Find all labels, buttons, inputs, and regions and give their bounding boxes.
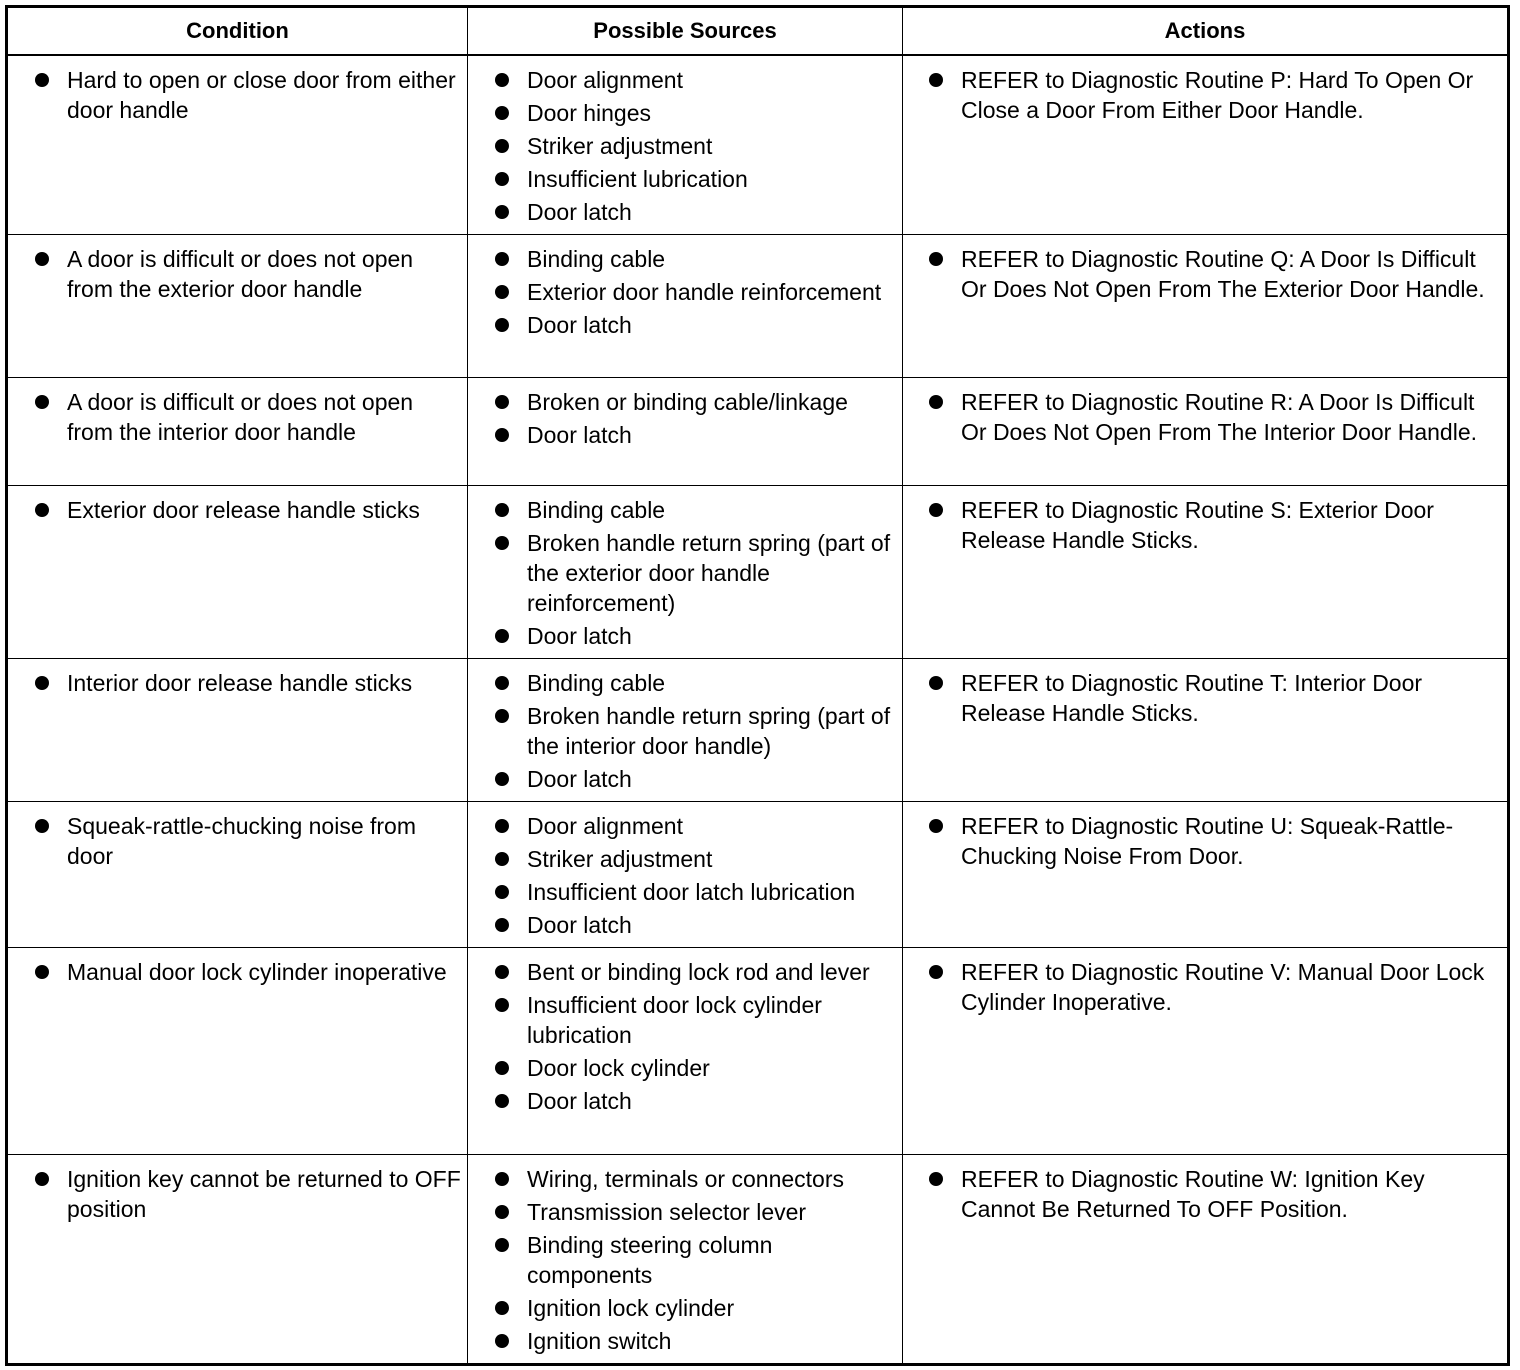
list-item bbox=[468, 387, 896, 417]
list-item-text: Insufficient lubrication bbox=[527, 166, 748, 192]
bullet-icon bbox=[495, 318, 509, 332]
table-body bbox=[7, 55, 1509, 1365]
actions-cell bbox=[903, 659, 1509, 802]
bullet-icon bbox=[35, 676, 49, 690]
bullet-icon bbox=[929, 503, 943, 517]
list-item bbox=[8, 495, 461, 525]
list-item-text: Binding cable bbox=[527, 497, 666, 523]
list-item bbox=[903, 244, 1501, 304]
list-item-text: REFER to Diagnostic Routine S: Exterior Door Release Handle Sticks. bbox=[961, 497, 1434, 553]
list-item-text: Broken handle return spring (part of the exterior door handle reinforcement) bbox=[527, 530, 891, 616]
list-item bbox=[468, 1086, 896, 1116]
bullet-icon bbox=[35, 395, 49, 409]
bullet-icon bbox=[495, 73, 509, 87]
condition-cell bbox=[7, 486, 468, 659]
list-item bbox=[468, 420, 896, 450]
list-item-text: Exterior door release handle sticks bbox=[67, 497, 420, 523]
list-item-text: REFER to Diagnostic Routine R: A Door Is Difficult Or Does Not Open From The Interior Door Handle. bbox=[961, 389, 1478, 445]
header-row bbox=[7, 7, 1509, 56]
table-row bbox=[7, 948, 1509, 1155]
condition-cell bbox=[7, 1155, 468, 1365]
condition-cell bbox=[7, 659, 468, 802]
bullet-icon bbox=[495, 1172, 509, 1186]
list-item-text: Binding cable bbox=[527, 670, 666, 696]
list-item bbox=[468, 244, 896, 274]
bullet-icon bbox=[929, 819, 943, 833]
list-item bbox=[468, 990, 896, 1050]
list-item bbox=[903, 957, 1501, 1017]
list-item-text: Door latch bbox=[527, 422, 632, 448]
list-item bbox=[468, 1326, 896, 1356]
bullet-icon bbox=[495, 285, 509, 299]
actions-cell bbox=[903, 1155, 1509, 1365]
list-item-text: REFER to Diagnostic Routine V: Manual Door Lock Cylinder Inoperative. bbox=[961, 959, 1485, 1015]
list-item-text: Door latch bbox=[527, 312, 632, 338]
table-row bbox=[7, 802, 1509, 948]
list-item-text: Door lock cylinder bbox=[527, 1055, 710, 1081]
bullet-icon bbox=[929, 252, 943, 266]
list-item bbox=[468, 528, 896, 618]
header-actions: Actions bbox=[903, 7, 1509, 56]
bullet-icon bbox=[495, 428, 509, 442]
list-item-text: Binding cable bbox=[527, 246, 666, 272]
list-item-text: Broken or binding cable/linkage bbox=[527, 389, 848, 415]
condition-cell bbox=[7, 378, 468, 486]
list-item bbox=[8, 1164, 461, 1224]
possible-sources-cell bbox=[468, 55, 903, 235]
bullet-icon bbox=[495, 885, 509, 899]
bullet-icon bbox=[495, 819, 509, 833]
list-item bbox=[903, 65, 1501, 125]
bullet-icon bbox=[35, 252, 49, 266]
list-item-text: Door alignment bbox=[527, 813, 683, 839]
list-item-text: Door hinges bbox=[527, 100, 652, 126]
bullet-icon bbox=[495, 1238, 509, 1252]
list-item bbox=[468, 131, 896, 161]
bullet-icon bbox=[495, 139, 509, 153]
bullet-icon bbox=[495, 106, 509, 120]
actions-cell bbox=[903, 802, 1509, 948]
list-item-text: Transmission selector lever bbox=[527, 1199, 807, 1225]
list-item-text: Door latch bbox=[527, 912, 632, 938]
list-item bbox=[903, 387, 1501, 447]
list-item bbox=[8, 387, 461, 447]
table-row bbox=[7, 659, 1509, 802]
bullet-icon bbox=[495, 503, 509, 517]
list-item-text: Hard to open or close door from either door handle bbox=[67, 67, 456, 123]
bullet-icon bbox=[495, 772, 509, 786]
actions-cell bbox=[903, 948, 1509, 1155]
list-item bbox=[903, 495, 1501, 555]
list-item bbox=[903, 811, 1501, 871]
list-item-text: Door alignment bbox=[527, 67, 683, 93]
bullet-icon bbox=[495, 1061, 509, 1075]
list-item bbox=[468, 1164, 896, 1194]
list-item-text: Insufficient door lock cylinder lubrication bbox=[527, 992, 822, 1048]
header-condition: Condition bbox=[7, 7, 468, 56]
bullet-icon bbox=[495, 205, 509, 219]
list-item-text: Ignition lock cylinder bbox=[527, 1295, 735, 1321]
list-item bbox=[468, 910, 896, 940]
bullet-icon bbox=[35, 819, 49, 833]
list-item-text: Door latch bbox=[527, 199, 632, 225]
bullet-icon bbox=[495, 172, 509, 186]
possible-sources-cell bbox=[468, 378, 903, 486]
list-item bbox=[468, 495, 896, 525]
list-item-text: Bent or binding lock rod and lever bbox=[527, 959, 870, 985]
actions-cell bbox=[903, 378, 1509, 486]
bullet-icon bbox=[495, 629, 509, 643]
list-item-text: Striker adjustment bbox=[527, 846, 713, 872]
list-item bbox=[468, 65, 896, 95]
bullet-icon bbox=[35, 503, 49, 517]
list-item-text: Interior door release handle sticks bbox=[67, 670, 413, 696]
bullet-icon bbox=[35, 1172, 49, 1186]
list-item bbox=[8, 65, 461, 125]
list-item-text: Broken handle return spring (part of the interior door handle) bbox=[527, 703, 891, 759]
list-item bbox=[8, 244, 461, 304]
possible-sources-cell bbox=[468, 802, 903, 948]
list-item-text: Ignition switch bbox=[527, 1328, 672, 1354]
list-item-text: A door is difficult or does not open from the exterior door handle bbox=[67, 246, 414, 302]
possible-sources-cell bbox=[468, 1155, 903, 1365]
possible-sources-cell bbox=[468, 235, 903, 378]
list-item bbox=[903, 1164, 1501, 1224]
list-item-text: REFER to Diagnostic Routine U: Squeak-Rattle-Chucking Noise From Door. bbox=[961, 813, 1454, 869]
bullet-icon bbox=[495, 965, 509, 979]
bullet-icon bbox=[495, 709, 509, 723]
bullet-icon bbox=[495, 536, 509, 550]
bullet-icon bbox=[495, 852, 509, 866]
header-possible-sources: Possible Sources bbox=[468, 7, 903, 56]
list-item bbox=[468, 811, 896, 841]
actions-cell bbox=[903, 235, 1509, 378]
possible-sources-cell bbox=[468, 948, 903, 1155]
list-item bbox=[468, 877, 896, 907]
bullet-icon bbox=[495, 252, 509, 266]
list-item-text: A door is difficult or does not open from the interior door handle bbox=[67, 389, 414, 445]
list-item bbox=[468, 764, 896, 794]
list-item-text: Ignition key cannot be returned to OFF position bbox=[67, 1166, 461, 1222]
list-item bbox=[8, 668, 461, 698]
list-item-text: Wiring, terminals or connectors bbox=[527, 1166, 844, 1192]
possible-sources-cell bbox=[468, 486, 903, 659]
actions-cell bbox=[903, 486, 1509, 659]
list-item bbox=[903, 668, 1501, 728]
actions-cell bbox=[903, 55, 1509, 235]
table-row bbox=[7, 378, 1509, 486]
list-item bbox=[468, 1230, 896, 1290]
list-item bbox=[8, 957, 461, 987]
table-row bbox=[7, 235, 1509, 378]
bullet-icon bbox=[495, 918, 509, 932]
possible-sources-cell bbox=[468, 659, 903, 802]
list-item-text: REFER to Diagnostic Routine W: Ignition Key Cannot Be Returned To OFF Position. bbox=[961, 1166, 1425, 1222]
list-item bbox=[468, 701, 896, 761]
bullet-icon bbox=[495, 998, 509, 1012]
list-item-text: REFER to Diagnostic Routine Q: A Door Is Difficult Or Does Not Open From The Exterior Door Handle. bbox=[961, 246, 1485, 302]
list-item-text: REFER to Diagnostic Routine T: Interior Door Release Handle Sticks. bbox=[961, 670, 1423, 726]
bullet-icon bbox=[495, 1094, 509, 1108]
list-item bbox=[468, 1293, 896, 1323]
bullet-icon bbox=[495, 1334, 509, 1348]
table-row bbox=[7, 55, 1509, 235]
list-item bbox=[468, 844, 896, 874]
diagnosis-table bbox=[5, 5, 1510, 1366]
bullet-icon bbox=[35, 965, 49, 979]
list-item-text: Striker adjustment bbox=[527, 133, 713, 159]
list-item-text: Squeak-rattle-chucking noise from door bbox=[67, 813, 416, 869]
table-row bbox=[7, 486, 1509, 659]
list-item bbox=[468, 277, 896, 307]
bullet-icon bbox=[929, 965, 943, 979]
bullet-icon bbox=[929, 395, 943, 409]
bullet-icon bbox=[495, 1301, 509, 1315]
list-item bbox=[468, 310, 896, 340]
list-item bbox=[468, 98, 896, 128]
list-item bbox=[468, 164, 896, 194]
bullet-icon bbox=[929, 73, 943, 87]
bullet-icon bbox=[495, 676, 509, 690]
bullet-icon bbox=[495, 395, 509, 409]
bullet-icon bbox=[929, 676, 943, 690]
list-item-text: Manual door lock cylinder inoperative bbox=[67, 959, 447, 985]
bullet-icon bbox=[495, 1205, 509, 1219]
list-item bbox=[468, 957, 896, 987]
table-row bbox=[7, 1155, 1509, 1365]
list-item bbox=[468, 1053, 896, 1083]
list-item-text: Door latch bbox=[527, 1088, 632, 1114]
list-item-text: Binding steering column components bbox=[527, 1232, 773, 1288]
bullet-icon bbox=[929, 1172, 943, 1186]
list-item-text: Door latch bbox=[527, 766, 632, 792]
condition-cell bbox=[7, 235, 468, 378]
condition-cell bbox=[7, 802, 468, 948]
list-item-text: REFER to Diagnostic Routine P: Hard To Open Or Close a Door From Either Door Handle. bbox=[961, 67, 1474, 123]
list-item-text: Exterior door handle reinforcement bbox=[527, 279, 882, 305]
list-item bbox=[468, 1197, 896, 1227]
bullet-icon bbox=[35, 73, 49, 87]
list-item bbox=[468, 197, 896, 227]
condition-cell bbox=[7, 948, 468, 1155]
condition-cell bbox=[7, 55, 468, 235]
list-item bbox=[8, 811, 461, 871]
list-item bbox=[468, 668, 896, 698]
list-item-text: Insufficient door latch lubrication bbox=[527, 879, 856, 905]
list-item bbox=[468, 621, 896, 651]
list-item-text: Door latch bbox=[527, 623, 632, 649]
